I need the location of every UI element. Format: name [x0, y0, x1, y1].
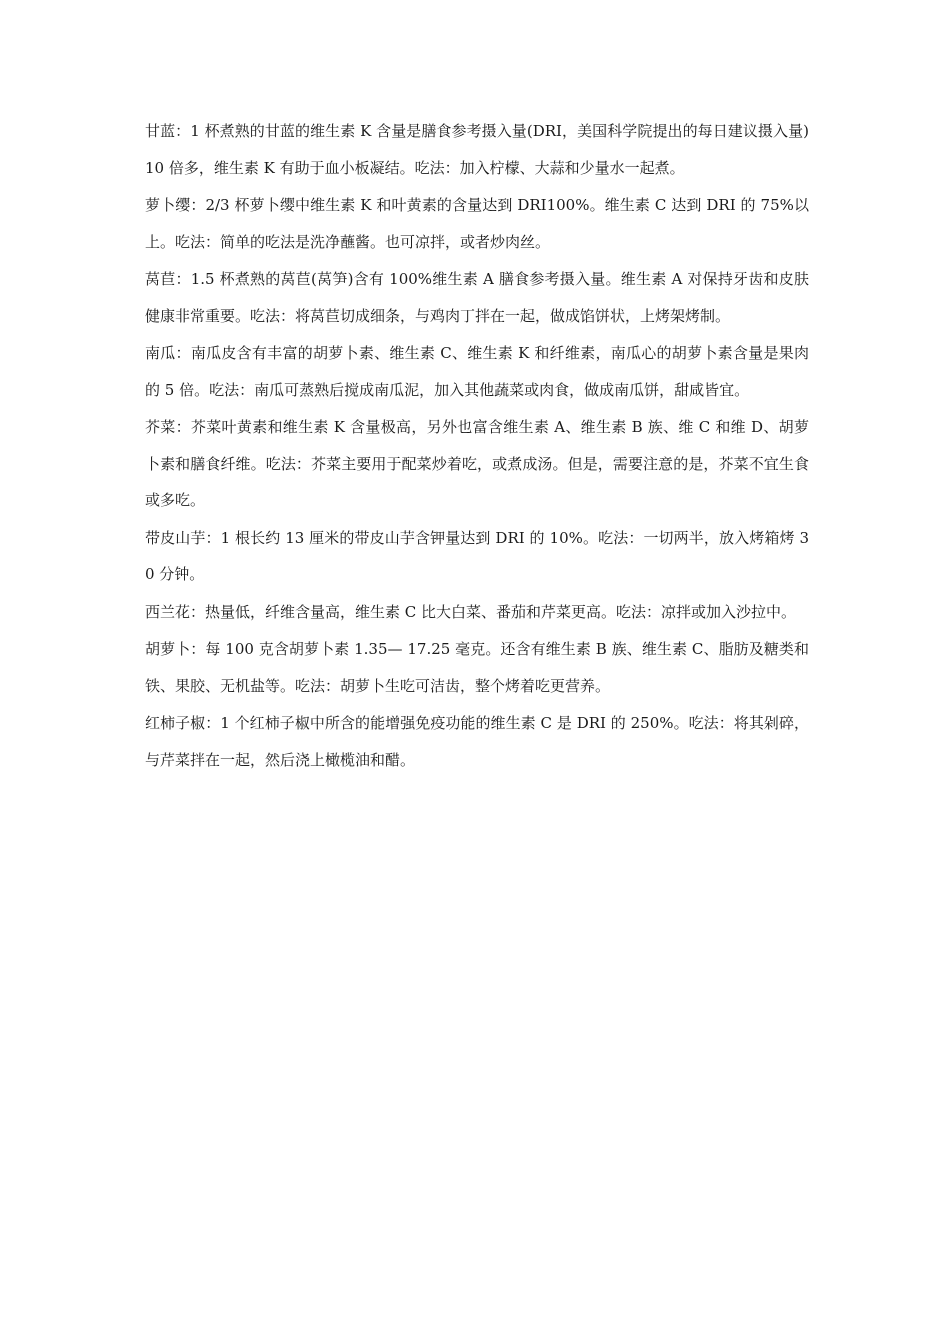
paragraph-broccoli: 西兰花：热量低，纤维含量高，维生素 C 比大白菜、番茄和芹菜更高。吃法：凉拌或加入沙拉中。: [145, 602, 797, 621]
paragraph-mustard-greens: 芥菜：芥菜叶黄素和维生素 K 含量极高，另外也富含维生素 A、维生素 B 族、维 C 和维 D、胡萝卜素和膳食纤维。吃法：芥菜主要用于配菜炒着吃，或煮成汤。但是，需要注意的是，芥菜不宜生食或多吃。: [145, 418, 809, 509]
paragraph-lettuce: 莴苣：1.5 杯煮熟的莴苣(莴笋)含有 100%维生素 A 膳食参考摄入量。维生素 A 对保持牙齿和皮肤健康非常重要。吃法：将莴苣切成细条，与鸡肉丁拌在一起，做成馅饼状，上烤架烤制。: [145, 270, 809, 325]
paragraph-red-pepper: 红柿子椒：1 个红柿子椒中所含的能增强免疫功能的维生素 C 是 DRI 的 250%。吃法：将其剁碎，与芹菜拌在一起，然后浇上橄榄油和醋。: [145, 714, 809, 769]
paragraph-carrot: 胡萝卜：每 100 克含胡萝卜素 1.35— 17.25 毫克。还含有维生素 B 族、维生素 C、脂肪及糖类和铁、果胶、无机盐等。吃法：胡萝卜生吃可洁齿，整个烤着吃更营养。: [145, 640, 809, 695]
paragraph-cabbage: 甘蓝：1 杯煮熟的甘蓝的维生素 K 含量是膳食参考摄入量(DRI，美国科学院提出的每日建议摄入量)10 倍多，维生素 K 有助于血小板凝结。吃法：加入柠檬、大蒜和少量水一起煮。: [145, 122, 809, 177]
paragraph-pumpkin: 南瓜：南瓜皮含有丰富的胡萝卜素、维生素 C、维生素 K 和纤维素，南瓜心的胡萝卜素含量是果肉的 5 倍。吃法：南瓜可蒸熟后搅成南瓜泥，加入其他蔬菜或肉食，做成南瓜饼，甜咸皆宜。: [145, 344, 809, 399]
paragraph-sweet-potato: 带皮山芋：1 根长约 13 厘米的带皮山芋含钾量达到 DRI 的 10%。吃法：一切两半，放入烤箱烤 30 分钟。: [145, 528, 809, 583]
paragraph-radish-greens: 萝卜缨：2/3 杯萝卜缨中维生素 K 和叶黄素的含量达到 DRI100%。维生素 C 达到 DRI 的 75%以上。吃法：简单的吃法是洗净蘸酱。也可凉拌，或者炒肉丝。: [145, 196, 809, 251]
document-body: [145, 113, 809, 779]
